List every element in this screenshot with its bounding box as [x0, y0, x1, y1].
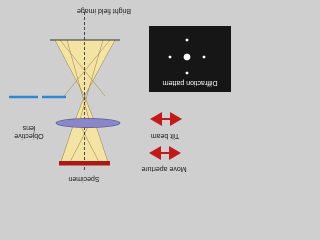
label-bright-field-image: Bright field image — [76, 7, 132, 14]
beam-image-cone — [55, 40, 115, 96]
label-specimen: Specimen — [68, 175, 100, 182]
double-arrow-icon — [149, 146, 181, 160]
label-move-aperture: Move aperture — [141, 165, 187, 172]
label-diffraction-pattern: Diffraction pattern — [162, 79, 218, 86]
diffraction-spot-left — [169, 56, 172, 59]
diffraction-spot-center — [184, 54, 191, 61]
objective-lens — [56, 118, 120, 127]
specimen-bar — [59, 161, 110, 166]
diffraction-spot-bottom — [186, 72, 189, 75]
label-tilt-beam: Tilt beam — [150, 132, 180, 139]
diffraction-spot-top — [186, 39, 189, 42]
diffraction-spot-right — [203, 56, 206, 59]
double-arrow-icon — [150, 112, 182, 126]
label-lens: lens — [22, 124, 36, 131]
label-objective: Objective — [14, 132, 44, 139]
